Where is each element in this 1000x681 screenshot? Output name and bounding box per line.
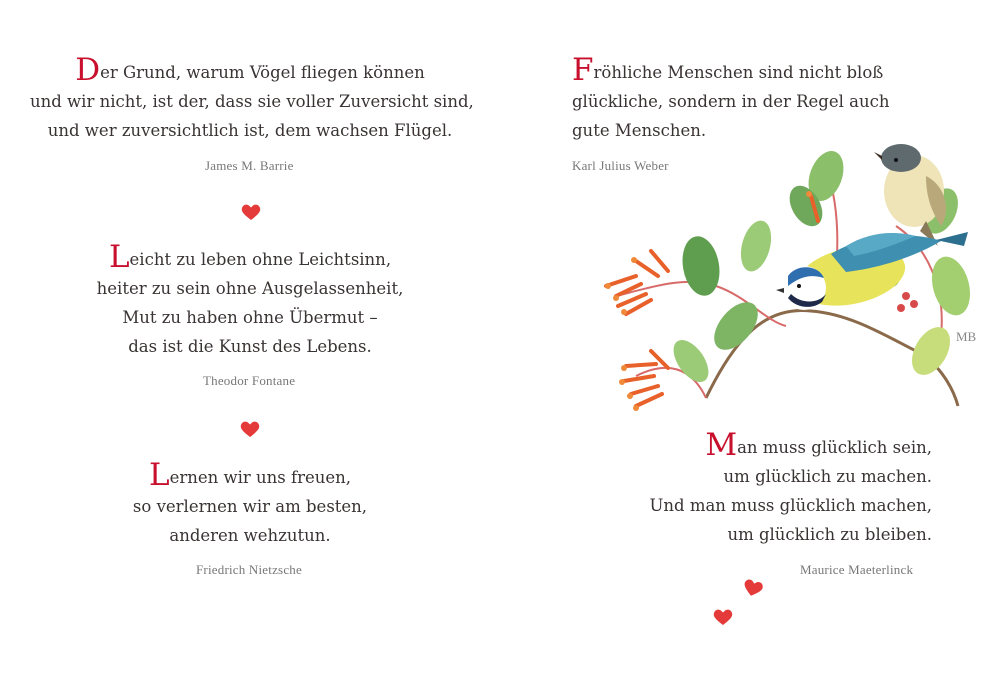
quote-line: röhliche Menschen sind nicht bloß [593, 63, 884, 82]
quote-maeterlinck [532, 427, 932, 549]
quote-nietzsche [30, 457, 470, 550]
quote-line: und wir nicht, ist der, dass sie voller Zuversicht sind, [30, 92, 474, 111]
quote-line: ernen wir uns freuen, [169, 468, 352, 487]
quote-line: heiter zu sein ohne Ausgelassenheit, [96, 279, 404, 298]
drop-initial: M [705, 427, 738, 463]
drop-initial: L [148, 457, 170, 493]
quote-line: anderen wehzutun. [169, 526, 331, 545]
author-nietzsche: Friedrich Nietzsche [196, 562, 302, 577]
quote-line: Mut zu haben ohne Übermut – [122, 308, 378, 327]
quote-line: er Grund, warum Vögel fliegen können [100, 63, 425, 82]
drop-initial: F [572, 52, 594, 88]
quote-line: um glücklich zu machen. [723, 467, 932, 486]
quote-line: glückliche, sondern in der Regel auch [572, 92, 890, 111]
quote-line: so verlernen wir am besten, [132, 497, 368, 516]
author-fontane: Theodor Fontane [203, 373, 296, 388]
quote-line: eicht zu leben ohne Leichtsinn, [129, 250, 392, 269]
quote-line: an muss glücklich sein, [737, 438, 932, 457]
author-weber: Karl Julius Weber [572, 158, 669, 173]
author-maeterlinck: Maurice Maeterlinck [800, 562, 914, 577]
drop-initial: L [108, 239, 130, 275]
quote-weber [572, 52, 972, 145]
heart-icon [240, 420, 260, 438]
heart-icon [241, 203, 261, 221]
quote-line: um glücklich zu bleiben. [727, 525, 932, 544]
quote-barrie [30, 52, 474, 145]
author-barrie: James M. Barrie [205, 158, 294, 173]
quote-fontane [30, 239, 470, 361]
quote-line: Und man muss glücklich machen, [649, 496, 932, 515]
bird-illustration [596, 136, 988, 416]
illustration-signature: MB [956, 329, 977, 344]
heart-icon [741, 577, 765, 600]
quote-line: das ist die Kunst des Lebens. [128, 337, 372, 356]
quote-line: und wer zuversichtlich ist, dem wachsen Flügel. [47, 121, 453, 140]
quote-line: gute Menschen. [572, 121, 707, 140]
drop-initial: D [75, 52, 101, 88]
heart-icon [713, 608, 733, 626]
